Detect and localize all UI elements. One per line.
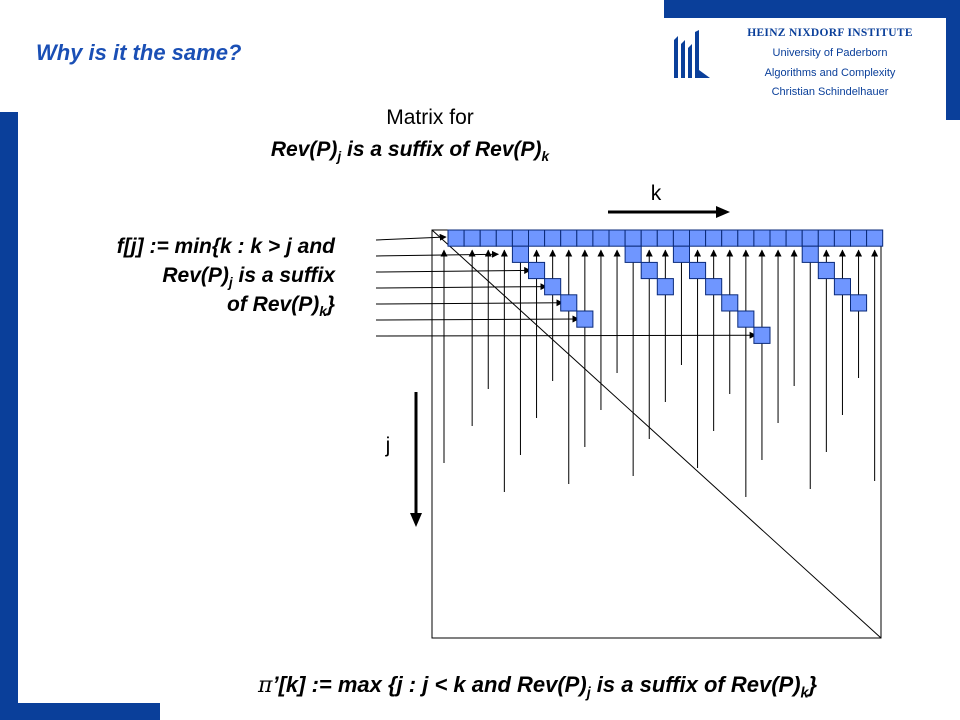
f-arrow [376,270,531,272]
matrix-cell [480,230,496,246]
matrix-cell [496,230,512,246]
matrix-cell [577,311,593,327]
matrix-cell [706,279,722,295]
f-arrow [376,335,756,336]
f-arrow [376,319,579,320]
institute-name: HEINZ NIXDORF INSTITUTE [747,27,913,39]
research-group: Algorithms and Complexity [764,67,896,79]
f-definition-line: f[j] := min{k : k > j and [116,235,335,258]
matrix-cell [673,230,689,246]
f-arrows-group [376,237,756,336]
slide-title: Why is it the same? [36,40,242,65]
matrix-cell [625,246,641,262]
matrix-cell [593,230,609,246]
matrix-cell [561,230,577,246]
matrix-cell [545,230,561,246]
matrix-cell [722,295,738,311]
matrix-cell [448,230,464,246]
matrix-cell [577,230,593,246]
f-arrow [376,287,547,288]
matrix-cell [609,230,625,246]
matrix-cell [754,327,770,343]
matrix-caption: Matrix for [386,106,474,129]
matrix-cell [512,230,528,246]
matrix-cell [834,279,850,295]
matrix-cell [706,230,722,246]
matrix-cell [818,230,834,246]
matrix-cell [545,279,561,295]
matrix-cell [625,230,641,246]
matrix-cell [657,230,673,246]
f-arrow [376,303,563,304]
k-axis-label: k [650,182,662,205]
f-definition-line: $Rev(P)_j$ is a suffix [162,264,335,291]
matrix-cell [770,230,786,246]
pi-symbol: π [258,673,273,698]
matrix-caption-relation: $Rev(P)_j$ is a suffix of $Rev(P)_k$ [270,138,550,165]
matrix-cell [561,295,577,311]
matrix-cell [641,262,657,278]
matrix-cell [802,246,818,262]
matrix-cell [641,230,657,246]
university-name: University of Paderborn [772,47,888,59]
matrix-cell [851,295,867,311]
matrix-cell [690,230,706,246]
matrix-cell [512,246,528,262]
matrix-cell [818,262,834,278]
matrix-cell [738,311,754,327]
author-name: Christian Schindelhauer [771,86,889,98]
matrix-cell [673,246,689,262]
j-direction-arrow [410,392,422,527]
matrix-cell [802,230,818,246]
matrix-cell [738,230,754,246]
pi-prime-definition: π’[k] := max {j : j < k and $Rev(P)_j$ is a suffix of $Rev(P)_k$} [258,672,818,702]
matrix-diagonal [432,230,881,638]
matrix-cell [867,230,883,246]
matrix-cell [529,230,545,246]
matrix-cell [722,230,738,246]
matrix-cell [657,279,673,295]
matrix-cell [834,230,850,246]
matrix-cell [529,262,545,278]
matrix-cell [754,230,770,246]
matrix-cell [786,230,802,246]
f-arrow [376,254,498,256]
matrix-cell [464,230,480,246]
f-definition-line: of $Rev(P)_k$} [227,293,335,320]
matrix-cell [690,262,706,278]
f-arrow [376,237,446,240]
j-axis-label: j [385,434,391,457]
k-direction-arrow [608,206,730,218]
matrix-cell [851,230,867,246]
